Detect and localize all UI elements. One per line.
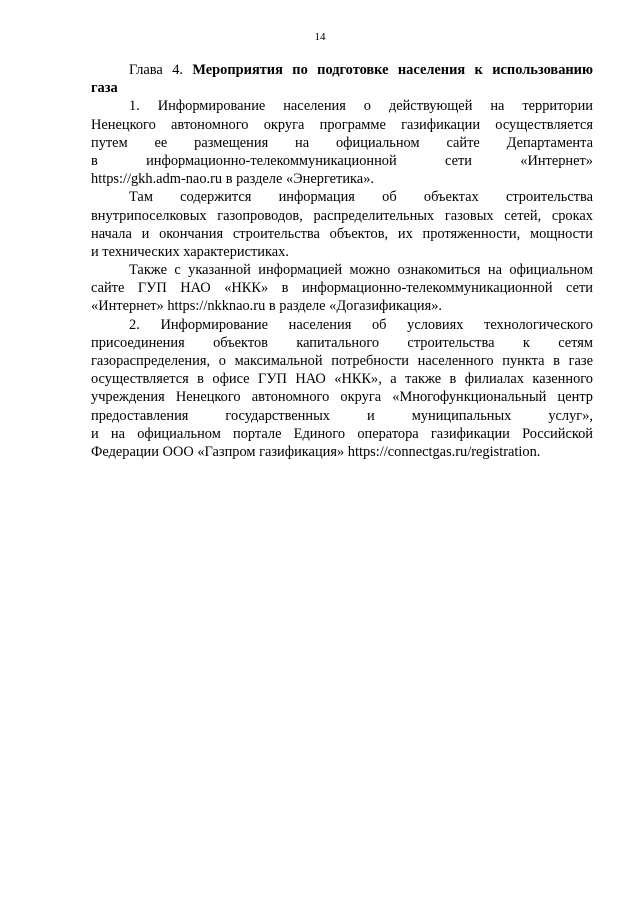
paragraph-line: Федерации ООО «Газпром газификация» https://connectgas.ru/registration.	[91, 443, 541, 460]
paragraph-line: газораспределения, о максимальной потребности населенного пункта в газе	[91, 353, 593, 369]
paragraph-1	[91, 97, 593, 188]
paragraph-line: внутрипоселковых газопроводов, распределительных газовых сетей, сроках	[91, 207, 593, 224]
paragraph-line: и на официальном портале Единого оператора газификации Российской	[91, 425, 593, 442]
document-body	[91, 61, 593, 461]
chapter-heading	[91, 61, 593, 79]
paragraph-line: Ненецкого автономного округа программе газификации осуществляется	[91, 116, 593, 133]
paragraph-line: сайте ГУП НАО «НКК» в информационно-телекоммуникационной сети	[91, 280, 593, 297]
paragraph-3	[91, 261, 593, 316]
paragraph-line: и технических характеристиках.	[91, 243, 289, 260]
paragraph-line: «Интернет» https://nkknao.ru в разделе «Догазификация».	[91, 298, 443, 315]
paragraph-line: присоединения объектов капитального строительства к сетям	[91, 334, 593, 351]
page-number: 14	[314, 31, 326, 43]
chapter-title: Мероприятия по подготовке населения к использованию	[192, 62, 593, 78]
paragraph-line: Там содержится информация об объектах строительства	[129, 189, 593, 206]
paragraph-4	[91, 316, 593, 462]
chapter-prefix: Глава 4.	[129, 62, 183, 78]
paragraph-line: предоставления государственных и муниципальных услуг»,	[91, 407, 593, 424]
paragraph-line: осуществляется в офисе ГУП НАО «НКК», а также в филиалах казенного	[91, 371, 593, 388]
paragraph-line: начала и окончания строительства объектов, их протяженности, мощности	[91, 225, 593, 242]
paragraph-2	[91, 188, 593, 261]
paragraph-line: 2. Информирование населения об условиях технологического	[129, 316, 593, 333]
paragraph-line: учреждения Ненецкого автономного округа «Многофункциональный центр	[91, 389, 593, 406]
paragraph-line: путем ее размещения на официальном сайте Департамента	[91, 134, 593, 151]
paragraph-line: Также с указанной информацией можно ознакомиться на официальном	[129, 262, 593, 279]
chapter-title-continued: газа	[91, 80, 118, 97]
paragraph-line: https://gkh.adm-nao.ru в разделе «Энергетика».	[91, 171, 374, 188]
paragraph-line: в информационно-телекоммуникационной сети «Интернет»	[91, 152, 593, 169]
paragraph-line: 1. Информирование населения о действующей на территории	[129, 98, 593, 115]
